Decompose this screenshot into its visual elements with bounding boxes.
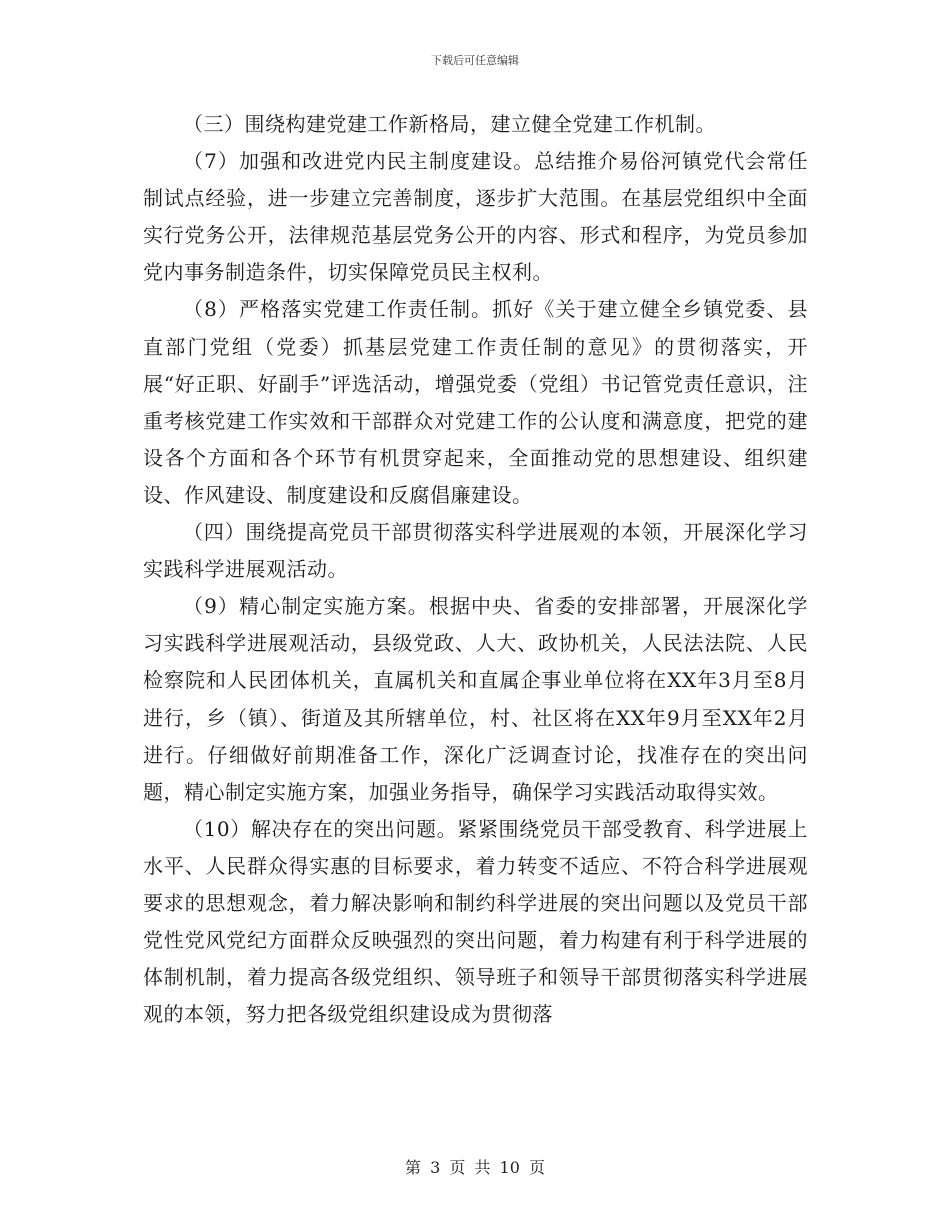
document-body — [143, 106, 808, 1033]
paragraph-9: （9）精心制定实施方案。根据中央、省委的安排部署，开展深化学习实践科学进展观活动，县级党政、人大、政协机关，人民法法院、人民检察院和人民团体机关，直属机关和直属企事业单位将在XX年3月至8月进行，乡（镇）、街道及其所辖单位，村、社区将在XX年9月至XX年2月进行。仔细做好前期准备工作，深化广泛调查讨论，找准存在的突出问题，精心制定实施方案，加强业务指导，确保学习实践活动取得实效。 — [143, 594, 808, 804]
page-number-footer: 第 3 页 共 10 页 — [405, 1158, 545, 1177]
paragraph-8: （8）严格落实党建工作责任制。抓好《关于建立健全乡镇党委、县直部门党组（党委）抓基层党建工作责任制的意见》的贯彻落实，开展“好正职、好副手”评选活动，增强党委（党组）书记管党责任意识，注重考核党建工作实效和干部群众对党建工作的公认度和满意度，把党的建设各个方面和各个环节有机贯穿起来，全面推动党的思想建设、组织建设、作风建设、制度建设和反腐倡廉建设。 — [143, 297, 808, 507]
section-heading-3: （三）围绕构建党建工作新格局，建立健全党建工作机制。 — [183, 112, 716, 136]
paragraph-10: （10）解决存在的突出问题。紧紧围绕党员干部受教育、科学进展上水平、人民群众得实惠的目标要求，着力转变不适应、不符合科学进展观要求的思想观念，着力解决影响和制约科学进展的突出问题以及党员干部党性党风党纪方面群众反映强烈的突出问题，着力构建有利于科学进展的体制机制，着力提高各级党组织、领导班子和领导干部贯彻落实科学进展观的本领，努力把各级党组织建设成为贯彻落 — [143, 816, 808, 1027]
page-header: 下载后可任意编辑 — [431, 54, 519, 67]
section-heading-4: （四）围绕提高党员干部贯彻落实科学进展观的本领，开展深化学习实践科学进展观活动。 — [143, 520, 808, 582]
paragraph-7: （7）加强和改进党内民主制度建设。总结推介易俗河镇党代会常任制试点经验，进一步建立完善制度，逐步扩大范围。在基层党组织中全面实行党务公开，法律规范基层党务公开的内容、形式和程序，为党员参加党内事务制造条件，切实保障党员民主权利。 — [143, 149, 808, 285]
